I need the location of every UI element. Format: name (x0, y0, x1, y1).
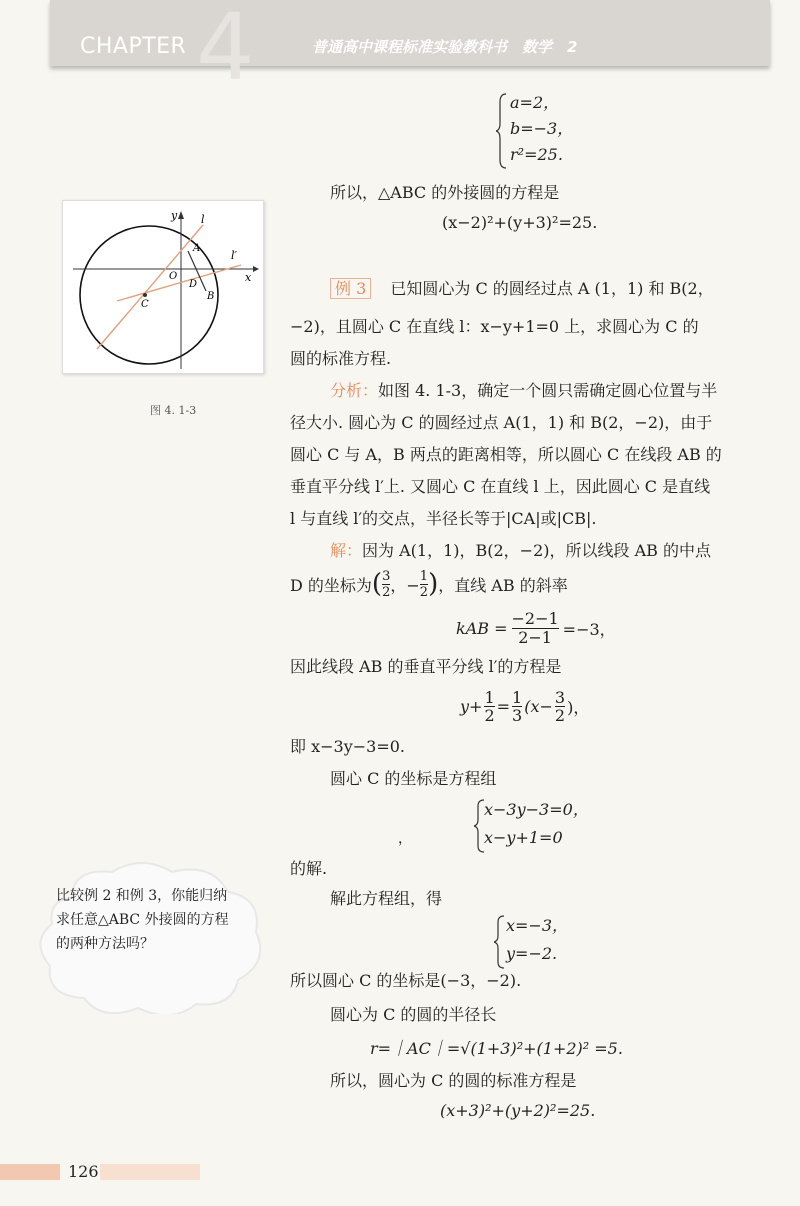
x-axis-arrow (253, 266, 259, 272)
chapter-label: CHAPTER (80, 34, 187, 59)
brace-icon (496, 92, 508, 170)
solution-line: 的解. (290, 859, 328, 878)
label-o: O (169, 271, 178, 282)
example-3-line: 例 3 已知圆心为 C 的圆经过点 A (1，1) 和 B(2， (330, 272, 714, 306)
solution-line: 解：因为 A(1，1)，B(2，−2)，所以线段 AB 的中点 (330, 541, 711, 560)
final-equation: (x+3)²+(y+2)²=25. (440, 1101, 596, 1120)
conclusion-1-equation: (x−2)²+(y+3)²=25. (442, 213, 598, 232)
system-1-line: r²=25. (510, 145, 563, 164)
fraction: $\frac{-2-1}{2-1}$ (511, 608, 559, 647)
label-a: A (193, 243, 201, 254)
analysis-line: 垂直平分线 l′上. 又圆心 C 在直线 l 上，因此圆心 C 是直线 (290, 477, 711, 496)
system-1-line: a=2， (510, 93, 560, 112)
label-d: D (189, 279, 198, 290)
footer-stripe (0, 1160, 200, 1184)
book-title: 普通高中课程标准实验教科书 数学 2 (312, 38, 578, 56)
fraction: 3 2 (382, 568, 391, 600)
analysis-line: 圆心 C 与 A，B 两点的距离相等，所以圆心 C 在线段 AB 的 (290, 445, 722, 464)
system-3-line: y=−2. (506, 944, 558, 963)
label-c: C (141, 299, 149, 310)
example-3-label: 例 3 (330, 278, 371, 299)
radius-equation: r=｜AC｜=√(1+3)²+(1+2)² =5. (370, 1039, 623, 1058)
slope-equation: kAB = $\frac{-2-1}{2-1}$ =−3， (456, 608, 616, 647)
fraction: $\frac{1}{2}$ (419, 568, 429, 600)
label-l-prime: l′ (231, 249, 238, 262)
analysis-line: l 与直线 l′的交点，半径长等于|CA|或|CB|. (290, 509, 597, 528)
circle-diagram (63, 201, 263, 373)
fraction: $\frac{1}{3}$ (512, 687, 523, 725)
chapter-number: 4 (196, 0, 255, 101)
sidebar-note: 比较例 2 和例 3，你能归纳求任意△ABC 外接圆的方程的两种方法吗？ (56, 888, 229, 952)
analysis-line: 分析：如图 4. 1-3，确定一个圆只需确定圆心位置与半 (330, 381, 718, 400)
analysis-label: 分析： (330, 381, 379, 400)
solution-line: 圆心为 C 的圆的半径长 (330, 1005, 497, 1024)
solution-line: 所以，圆心为 C 的圆的标准方程是 (330, 1071, 577, 1090)
label-b: B (207, 291, 215, 302)
fraction: $\frac{3}{2}$ (554, 687, 566, 725)
system-3-line: x=−3， (506, 916, 569, 935)
comma-mark: ， (398, 831, 412, 847)
example-3-line: −2)，且圆心 C 在直线 l：x−y+1=0 上，求圆心为 C 的 (290, 317, 699, 336)
brace-icon (494, 914, 506, 970)
example-3-line: 圆的标准方程. (290, 349, 392, 368)
solution-line: 即 x−3y−3=0. (290, 737, 405, 756)
label-l: l (201, 213, 205, 226)
line-l (97, 225, 203, 349)
conclusion-1-text: 所以，△ABC 的外接圆的方程是 (330, 183, 560, 202)
page-number: 126 (68, 1162, 99, 1181)
solution-line: 因此线段 AB 的垂直平分线 l′的方程是 (290, 657, 562, 676)
fraction: $\frac{1}{2}$ (484, 687, 495, 725)
line-l-prime (117, 265, 241, 301)
figure-4-1-3 (62, 200, 264, 374)
label-y: y (171, 209, 178, 222)
y-axis-arrow (178, 211, 184, 219)
figure-caption: 图 4. 1-3 (150, 404, 197, 417)
solution-label: 解： (330, 541, 363, 560)
solution-line: 解此方程组，得 (330, 889, 443, 908)
system-2-line: x−3y−3=0， (484, 800, 589, 819)
analysis-line: 径大小. 圆心为 C 的圆经过点 A(1，1) 和 B(2，−2)，由于 (290, 413, 713, 432)
solution-line: 圆心 C 的坐标是方程组 (330, 769, 497, 788)
bisector-equation: y+ $\frac{1}{2}$ = $\frac{1}{3}$ (x− $\frac{3}{2}$ )， (460, 687, 590, 725)
system-2-line: x−y+1=0 (484, 828, 563, 847)
system-1-line: b=−3， (510, 119, 574, 138)
point-c (143, 293, 147, 297)
midpoint-line: D 的坐标为 ( 3 2 ，− $\frac{1}{2}$ ) ，直线 AB 的斜率 (290, 568, 568, 600)
label-x: x (245, 271, 252, 284)
solution-line: 所以圆心 C 的坐标是(−3，−2). (290, 971, 522, 990)
